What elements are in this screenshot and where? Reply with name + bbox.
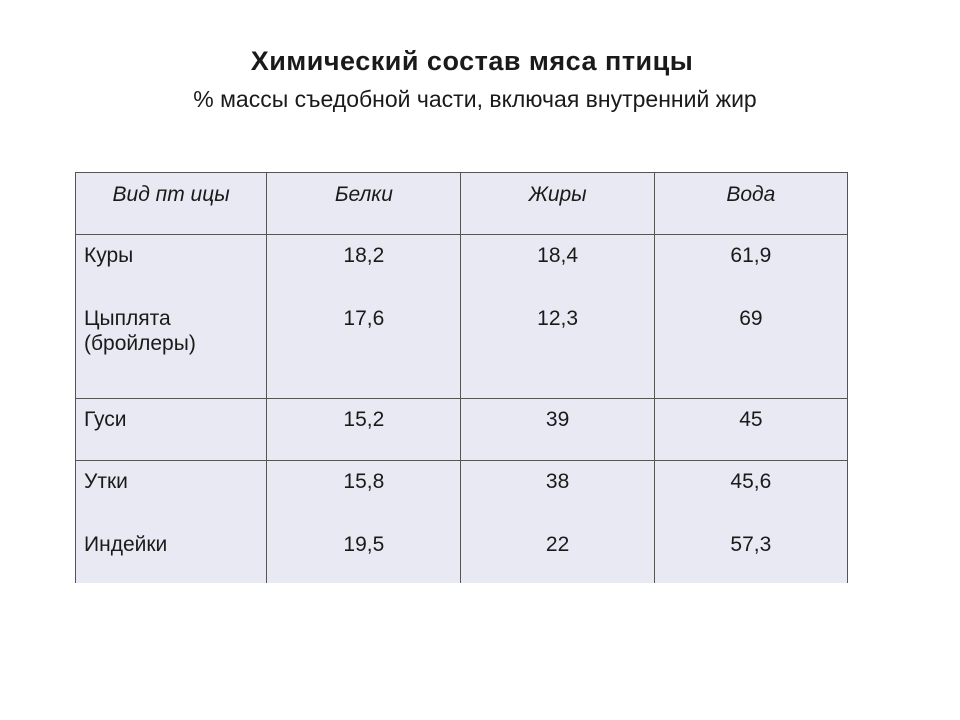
header-label: Вода bbox=[726, 183, 776, 206]
table-row bbox=[76, 235, 848, 399]
fat-value: 18,4 bbox=[537, 244, 579, 267]
fat-cell bbox=[461, 235, 654, 399]
bird-name-cell bbox=[76, 461, 267, 584]
table-header-row bbox=[76, 173, 848, 235]
page-subtitle: % массы съедобной части, включая внутренний жир bbox=[193, 86, 757, 112]
header-label: Жиры bbox=[528, 183, 587, 206]
protein-value: 15,2 bbox=[343, 408, 385, 431]
bird-name: (бройлеры) bbox=[84, 332, 196, 355]
header-cell-protein bbox=[267, 173, 461, 235]
bird-name: Утки bbox=[84, 470, 128, 493]
composition-table bbox=[75, 172, 848, 583]
header-label: Вид пт ицы bbox=[112, 183, 230, 206]
fat-cell bbox=[461, 461, 654, 584]
bird-name: Куры bbox=[84, 244, 134, 267]
fat-value: 22 bbox=[545, 533, 570, 556]
protein-value: 17,6 bbox=[343, 307, 385, 330]
water-cell bbox=[654, 461, 847, 584]
water-cell bbox=[654, 399, 847, 461]
protein-cell bbox=[267, 461, 461, 584]
water-value: 69 bbox=[739, 307, 763, 330]
header-cell-fat bbox=[461, 173, 654, 235]
fat-cell bbox=[461, 399, 654, 461]
bird-name-cell bbox=[76, 235, 267, 399]
water-value: 57,3 bbox=[730, 533, 772, 556]
table-row bbox=[76, 399, 848, 461]
protein-value: 15,8 bbox=[343, 470, 385, 493]
water-value: 61,9 bbox=[730, 244, 772, 267]
table-row bbox=[76, 461, 848, 584]
fat-value: 12,3 bbox=[537, 307, 579, 330]
header-cell-bird-type bbox=[76, 173, 267, 235]
header-label: Белки bbox=[334, 183, 393, 206]
protein-value: 19,5 bbox=[343, 533, 385, 556]
bird-name: Цыплята bbox=[84, 307, 171, 330]
header-cell-water bbox=[654, 173, 847, 235]
protein-cell bbox=[267, 399, 461, 461]
bird-name: Гуси bbox=[84, 408, 127, 431]
water-value: 45,6 bbox=[730, 470, 772, 493]
water-value: 45 bbox=[739, 408, 763, 431]
fat-value: 38 bbox=[545, 470, 570, 493]
fat-value: 39 bbox=[545, 408, 570, 431]
page-title: Химический состав мяса птицы bbox=[250, 46, 694, 76]
protein-cell bbox=[267, 235, 461, 399]
bird-name-cell bbox=[76, 399, 267, 461]
protein-value: 18,2 bbox=[343, 244, 385, 267]
bird-name: Индейки bbox=[84, 533, 168, 556]
water-cell bbox=[654, 235, 847, 399]
